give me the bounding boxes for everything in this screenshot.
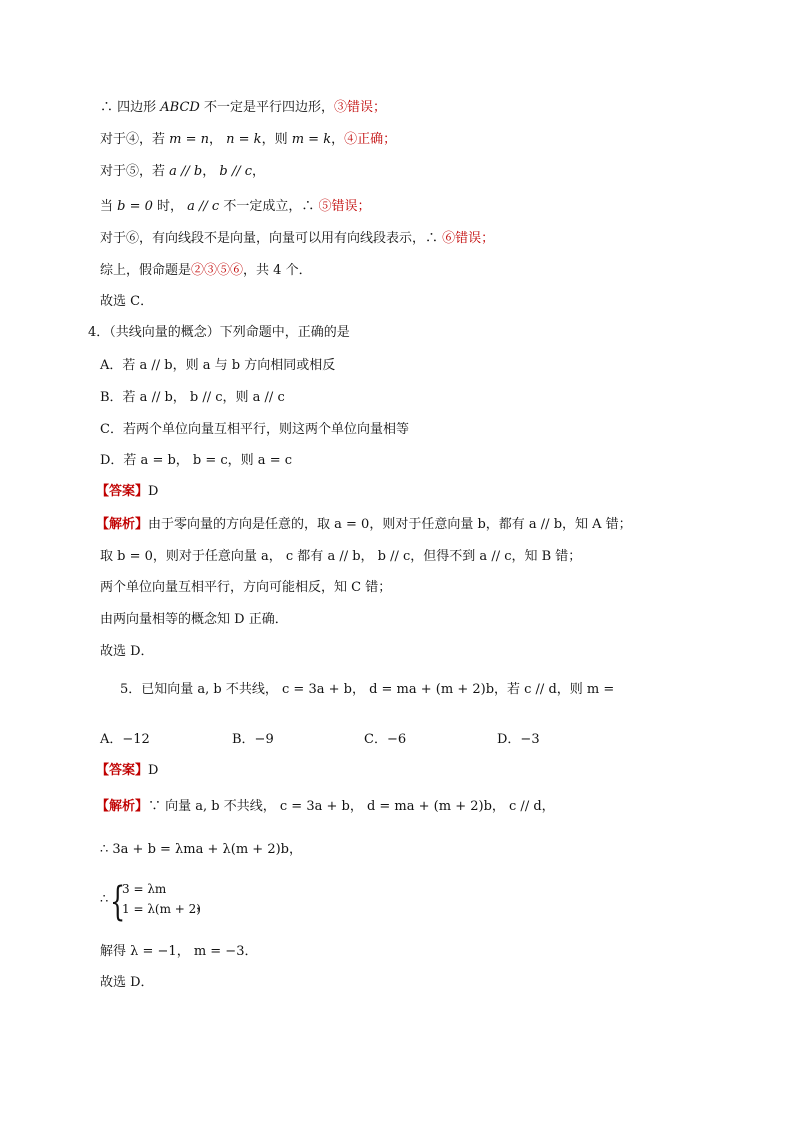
equation-2: 1 = λ(m + 2)	[122, 902, 201, 916]
q4-option-a: A．若 a // b，则 a 与 b 方向相同或相反	[100, 358, 336, 373]
q4-answer: 【答案】D	[96, 484, 159, 499]
q5-option-d: D．−3	[497, 732, 540, 747]
brace-symbol: {	[110, 879, 126, 925]
q4-explanation-5: 故选 D．	[100, 644, 154, 659]
line-case-5: 对于⑤，若 a // b， b // c，	[100, 164, 266, 179]
q5-explanation-choose: 故选 D．	[100, 975, 154, 990]
q5-explanation-2: ∴ 3a + b = λma + λ(m + 2)b，	[100, 842, 302, 857]
q4-option-d: D．若 a = b， b = c，则 a = c	[100, 453, 292, 468]
line-summary: 综上，假命题是②③⑤⑥，共 4 个．	[100, 263, 312, 278]
line-abcd-conclusion: ∴ 四边形 ABCD 不一定是平行四边形，③错误；	[100, 100, 386, 115]
question-4: 4．（共线向量的概念）下列命题中，正确的是	[88, 325, 350, 340]
q5-answer: 【答案】D	[96, 763, 159, 778]
q4-explanation-4: 由两向量相等的概念知 D 正确．	[100, 612, 288, 627]
equation-1: 3 = λm	[122, 882, 167, 896]
q4-explanation-2: 取 b = 0，则对于任意向量 a， c 都有 a // b， b // c，但得不到 a // c，知 B 错；	[100, 549, 582, 564]
equation-system: ∴ { 3 = λm 1 = λ(m + 2) ，	[100, 879, 210, 925]
q5-option-a: A．−12	[100, 732, 150, 747]
q4-option-b: B．若 a // b， b // c，则 a // c	[100, 390, 285, 405]
question-5: 5．已知向量 a, b 不共线， c = 3a + b， d = ma + (m + 2)b，若 c // d，则 m =	[120, 682, 615, 697]
q4-explanation-1: 【解析】由于零向量的方向是任意的，取 a = 0，则对于任意向量 b，都有 a // b，知 A 错；	[96, 517, 632, 532]
q5-option-c: C．−6	[364, 732, 407, 747]
q4-option-c: C．若两个单位向量互相平行，则这两个单位向量相等	[100, 422, 409, 437]
q5-option-b: B．−9	[232, 732, 274, 747]
line-case-4: 对于④，若 m = n， n = k，则 m = k，④正确；	[100, 132, 397, 147]
line-case-5-zero: 当 b = 0 时， a // c 不一定成立，∴ ⑤错误；	[100, 199, 371, 214]
q5-explanation-1: 【解析】∵ 向量 a, b 不共线， c = 3a + b， d = ma + (m + 2)b， c // d，	[96, 799, 555, 814]
line-case-6: 对于⑥，有向线段不是向量，向量可以用有向线段表示，∴ ⑥错误；	[100, 231, 495, 246]
q4-explanation-3: 两个单位向量互相平行，方向可能相反，知 C 错；	[100, 580, 392, 595]
line-choose-c: 故选 C．	[100, 294, 154, 309]
q5-explanation-solve: 解得 λ = −1， m = −3．	[100, 944, 258, 959]
